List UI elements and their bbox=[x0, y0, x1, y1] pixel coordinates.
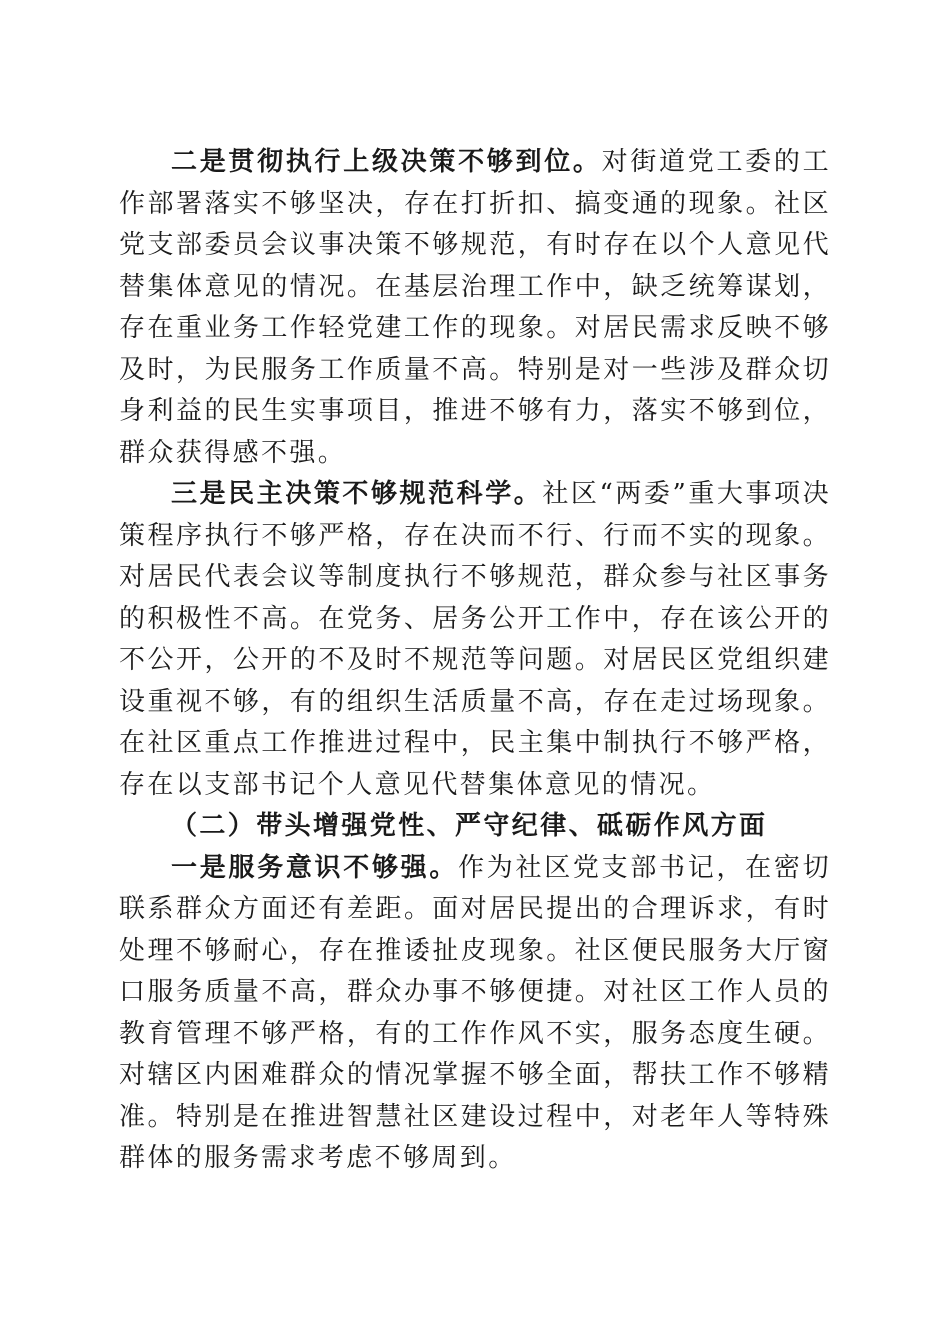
paragraph-decision-execution bbox=[119, 142, 831, 474]
paragraph-lead: 二是贯彻执行上级决策不够到位。 bbox=[171, 147, 602, 177]
paragraph-lead: 三是民主决策不够规范科学。 bbox=[171, 479, 543, 509]
paragraph-democratic-decision bbox=[119, 474, 831, 806]
paragraph-service-awareness bbox=[119, 848, 831, 1180]
paragraph-text: 作为社区党支部书记，在密切联系群众方面还有差距。面对居民提出的合理诉求，有时处理不够耐心，存在推诿扯皮现象。社区便民服务大厅窗口服务质量不高，群众办事不够便捷。对社区工作人员的教育管理不够严格，有的工作作风不实，服务态度生硬。对辖区内困难群众的情况掌握不够全面，帮扶工作不够精准。特别是在推进智慧社区建设过程中，对老年人等特殊群体的服务需求考虑不够周到。 bbox=[119, 852, 831, 1173]
paragraph-text: 社区“两委”重大事项决策程序执行不够严格，存在决而不行、行而不实的现象。对居民代表会议等制度执行不够规范，群众参与社区事务的积极性不高。在党务、居务公开工作中，存在该公开的不公开，公开的不及时不规范等问题。对居民区党组织建设重视不够，有的组织生活质量不高，存在走过场现象。在社区重点工作推进过程中，民主集中制执行不够严格，存在以支部书记个人意见代替集体意见的情况。 bbox=[119, 479, 832, 800]
paragraph-text: 对街道党工委的工作部署落实不够坚决，存在打折扣、搞变通的现象。社区党支部委员会议事决策不够规范，有时存在以个人意见代替集体意见的情况。在基层治理工作中，缺乏统筹谋划，存在重业务工作轻党建工作的现象。对居民需求反映不够及时，为民服务工作质量不高。特别是对一些涉及群众切身利益的民生实事项目，推进不够有力，落实不够到位，群众获得感不强。 bbox=[119, 147, 831, 468]
document-body bbox=[119, 142, 831, 1180]
paragraph-lead: 一是服务意识不够强。 bbox=[171, 852, 459, 883]
section-heading: （二）带头增强党性、严守纪律、砥砺作风方面 bbox=[171, 811, 768, 841]
